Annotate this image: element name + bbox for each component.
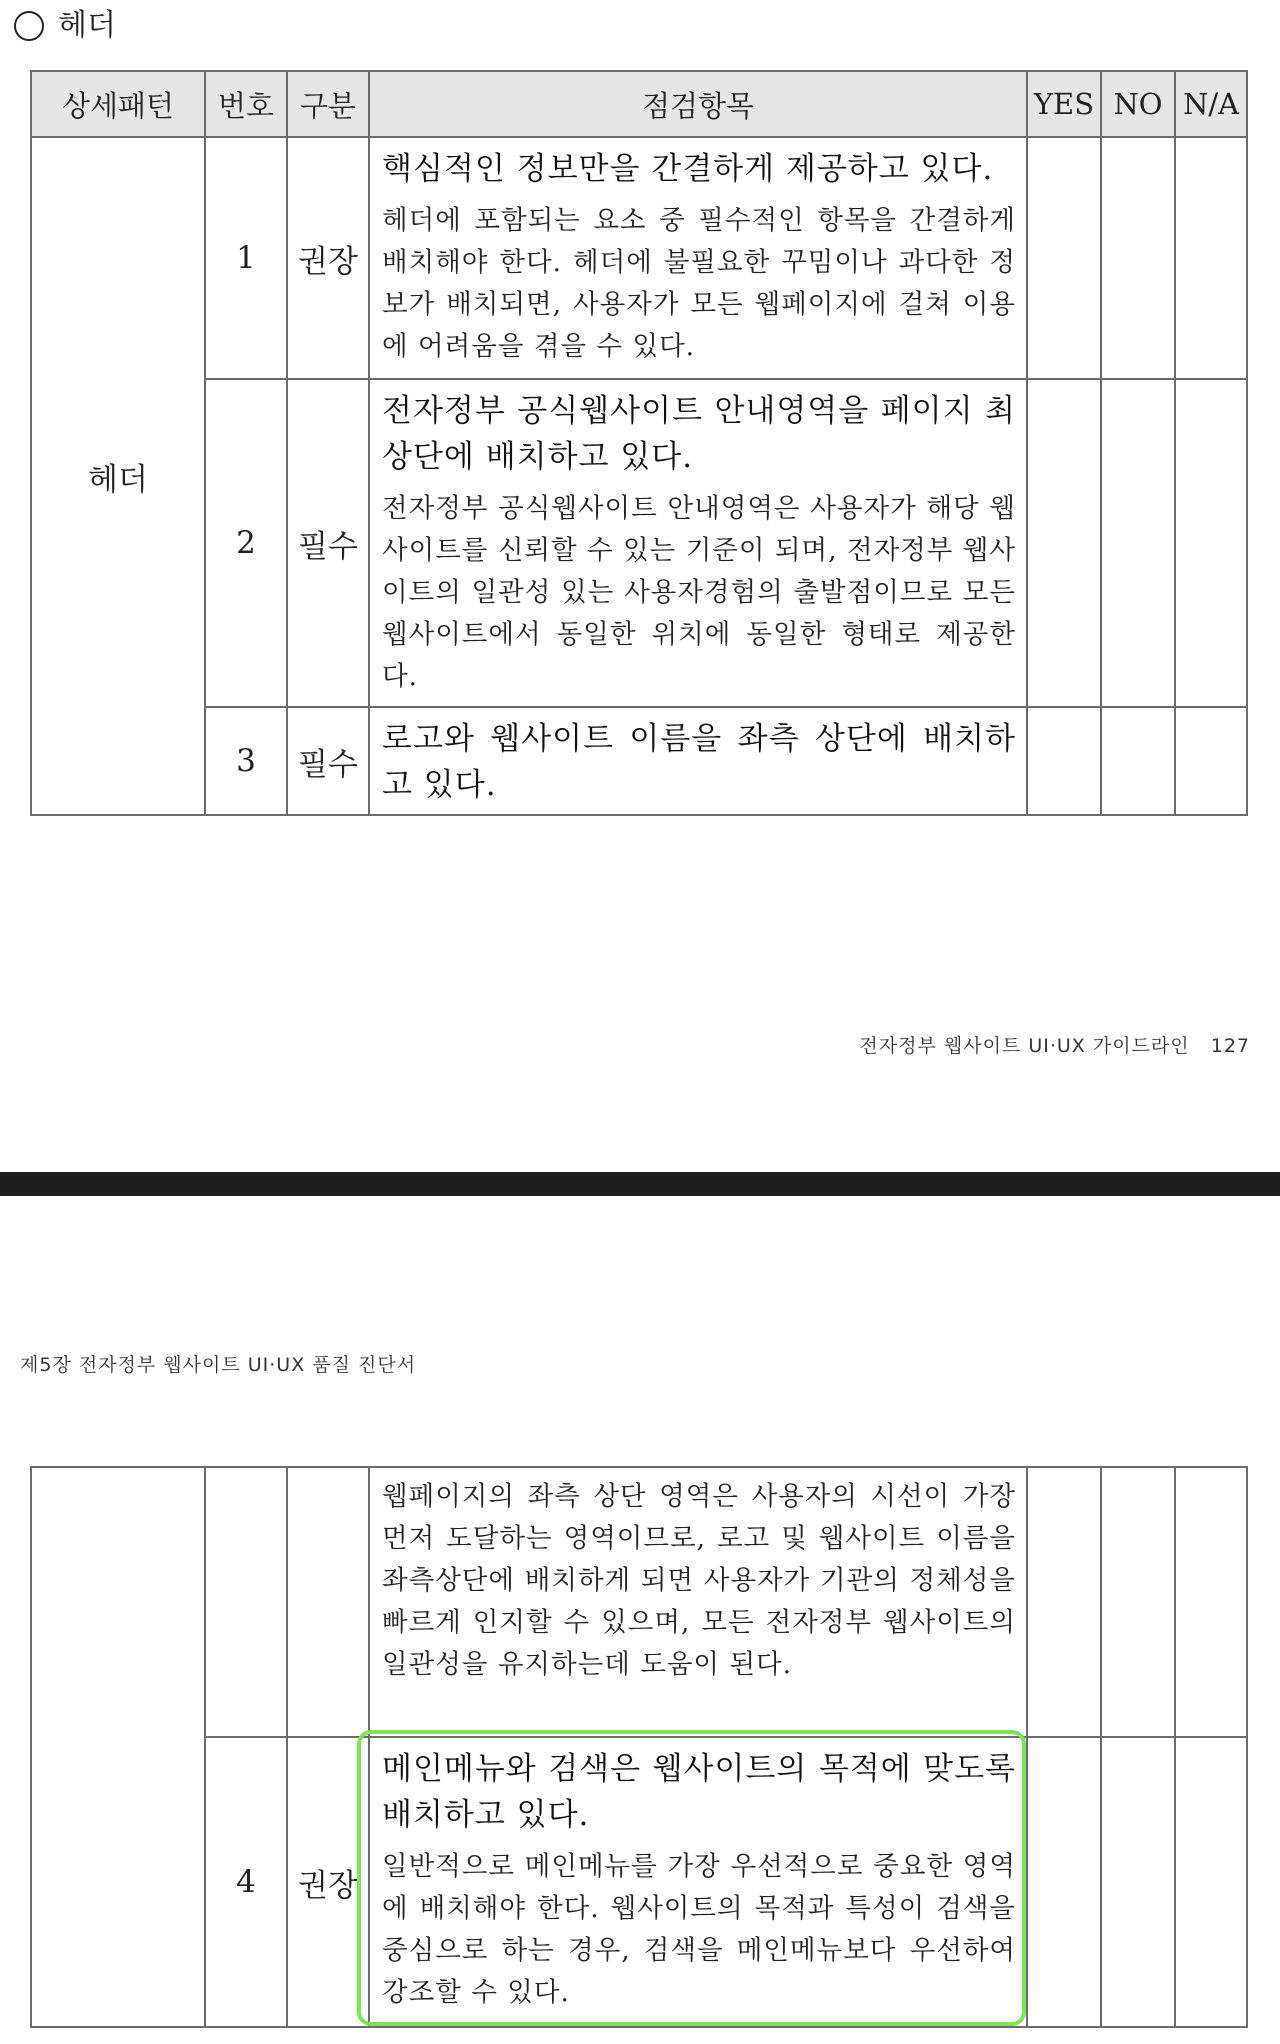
row-number: 1 <box>205 137 287 379</box>
na-check-cell[interactable] <box>1175 707 1247 815</box>
check-item-cell <box>369 707 1027 815</box>
table-row <box>31 137 1247 379</box>
highlight-box <box>357 1730 1026 2026</box>
page-separator <box>0 1172 1280 1196</box>
table-row <box>31 379 1247 707</box>
check-item-cell <box>369 379 1027 707</box>
table-row <box>31 1467 1247 1737</box>
check-item-cell <box>369 1467 1027 1737</box>
no-check-cell[interactable] <box>1101 1737 1175 2027</box>
col-header-pattern: 상세패턴 <box>31 71 205 137</box>
check-item-desc: 헤더에 포함되는 요소 중 필수적인 항목을 간결하게 배치해야 한다. 헤더에 불필요한 꾸밈이나 과다한 정보가 배치되면, 사용자가 모든 웹페이지에 걸쳐 이용에 어려움을 겪을 수 있다. <box>382 205 1016 362</box>
col-header-category: 구분 <box>287 71 369 137</box>
page-header: 제5장 전자정부 웹사이트 UI·UX 품질 진단서 <box>20 1354 417 1376</box>
yes-check-cell[interactable] <box>1027 137 1101 379</box>
row-number <box>205 1467 287 1737</box>
section-heading <box>14 6 116 46</box>
circle-bullet-icon <box>14 11 44 41</box>
checklist-table <box>30 70 1248 816</box>
yes-check-cell[interactable] <box>1027 1737 1101 2027</box>
no-check-cell[interactable] <box>1101 379 1175 707</box>
row-number: 4 <box>205 1737 287 2027</box>
check-item-title: 로고와 웹사이트 이름을 좌측 상단에 배치하고 있다. <box>382 721 1016 803</box>
yes-check-cell[interactable] <box>1027 1467 1101 1737</box>
row-category <box>287 1467 369 1737</box>
na-check-cell[interactable] <box>1175 1737 1247 2027</box>
na-check-cell[interactable] <box>1175 379 1247 707</box>
yes-check-cell[interactable] <box>1027 707 1101 815</box>
table-header-row <box>31 71 1247 137</box>
col-header-no: NO <box>1101 71 1175 137</box>
row-number: 2 <box>205 379 287 707</box>
pattern-cell <box>31 1467 205 2027</box>
col-header-yes: YES <box>1027 71 1101 137</box>
section-title: 헤더 <box>58 8 116 43</box>
no-check-cell[interactable] <box>1101 707 1175 815</box>
check-item-desc: 일반적으로 메인메뉴를 가장 우선적으로 중요한 영역에 배치해야 한다. 웹사이트의 목적과 특성이 검색을 중심으로 하는 경우, 검색을 메인메뉴보다 우선하여 강조할 수 있다. <box>382 1851 1016 2008</box>
na-check-cell[interactable] <box>1175 1467 1247 1737</box>
col-header-na: N/A <box>1175 71 1247 137</box>
check-item-cell <box>369 137 1027 379</box>
row-category: 필수 <box>287 707 369 815</box>
na-check-cell[interactable] <box>1175 137 1247 379</box>
row-category: 권장 <box>287 137 369 379</box>
col-header-number: 번호 <box>205 71 287 137</box>
row-category: 권장 <box>287 1737 369 2027</box>
no-check-cell[interactable] <box>1101 1467 1175 1737</box>
check-item-title: 전자정부 공식웹사이트 안내영역을 페이지 최상단에 배치하고 있다. <box>382 393 1016 475</box>
check-item-title: 메인메뉴와 검색은 웹사이트의 목적에 맞도록 배치하고 있다. <box>382 1751 1016 1833</box>
row-number: 3 <box>205 707 287 815</box>
pattern-cell: 헤더 <box>31 137 205 815</box>
table-row <box>31 707 1247 815</box>
check-item-title: 핵심적인 정보만을 간결하게 제공하고 있다. <box>382 151 994 187</box>
no-check-cell[interactable] <box>1101 137 1175 379</box>
check-item-desc: 웹페이지의 좌측 상단 영역은 사용자의 시선이 가장 먼저 도달하는 영역이므로, 로고 및 웹사이트 이름을 좌측상단에 배치하게 되면 사용자가 기관의 정체성을 빠르게 인지할 수 있으며, 모든 전자정부 웹사이트의 일관성을 유지하는데 도움이 된다. <box>382 1481 1016 1680</box>
row-category: 필수 <box>287 379 369 707</box>
page-footer: 전자정부 웹사이트 UI·UX 가이드라인 127 <box>859 1035 1250 1057</box>
check-item-desc: 전자정부 공식웹사이트 안내영역은 사용자가 해당 웹사이트를 신뢰할 수 있는 기준이 되며, 전자정부 웹사이트의 일관성 있는 사용자경험의 출발점이므로 모든 웹사이트에서 동일한 위치에 동일한 형태로 제공한다. <box>382 493 1016 692</box>
col-header-item: 점검항목 <box>369 71 1027 137</box>
yes-check-cell[interactable] <box>1027 379 1101 707</box>
